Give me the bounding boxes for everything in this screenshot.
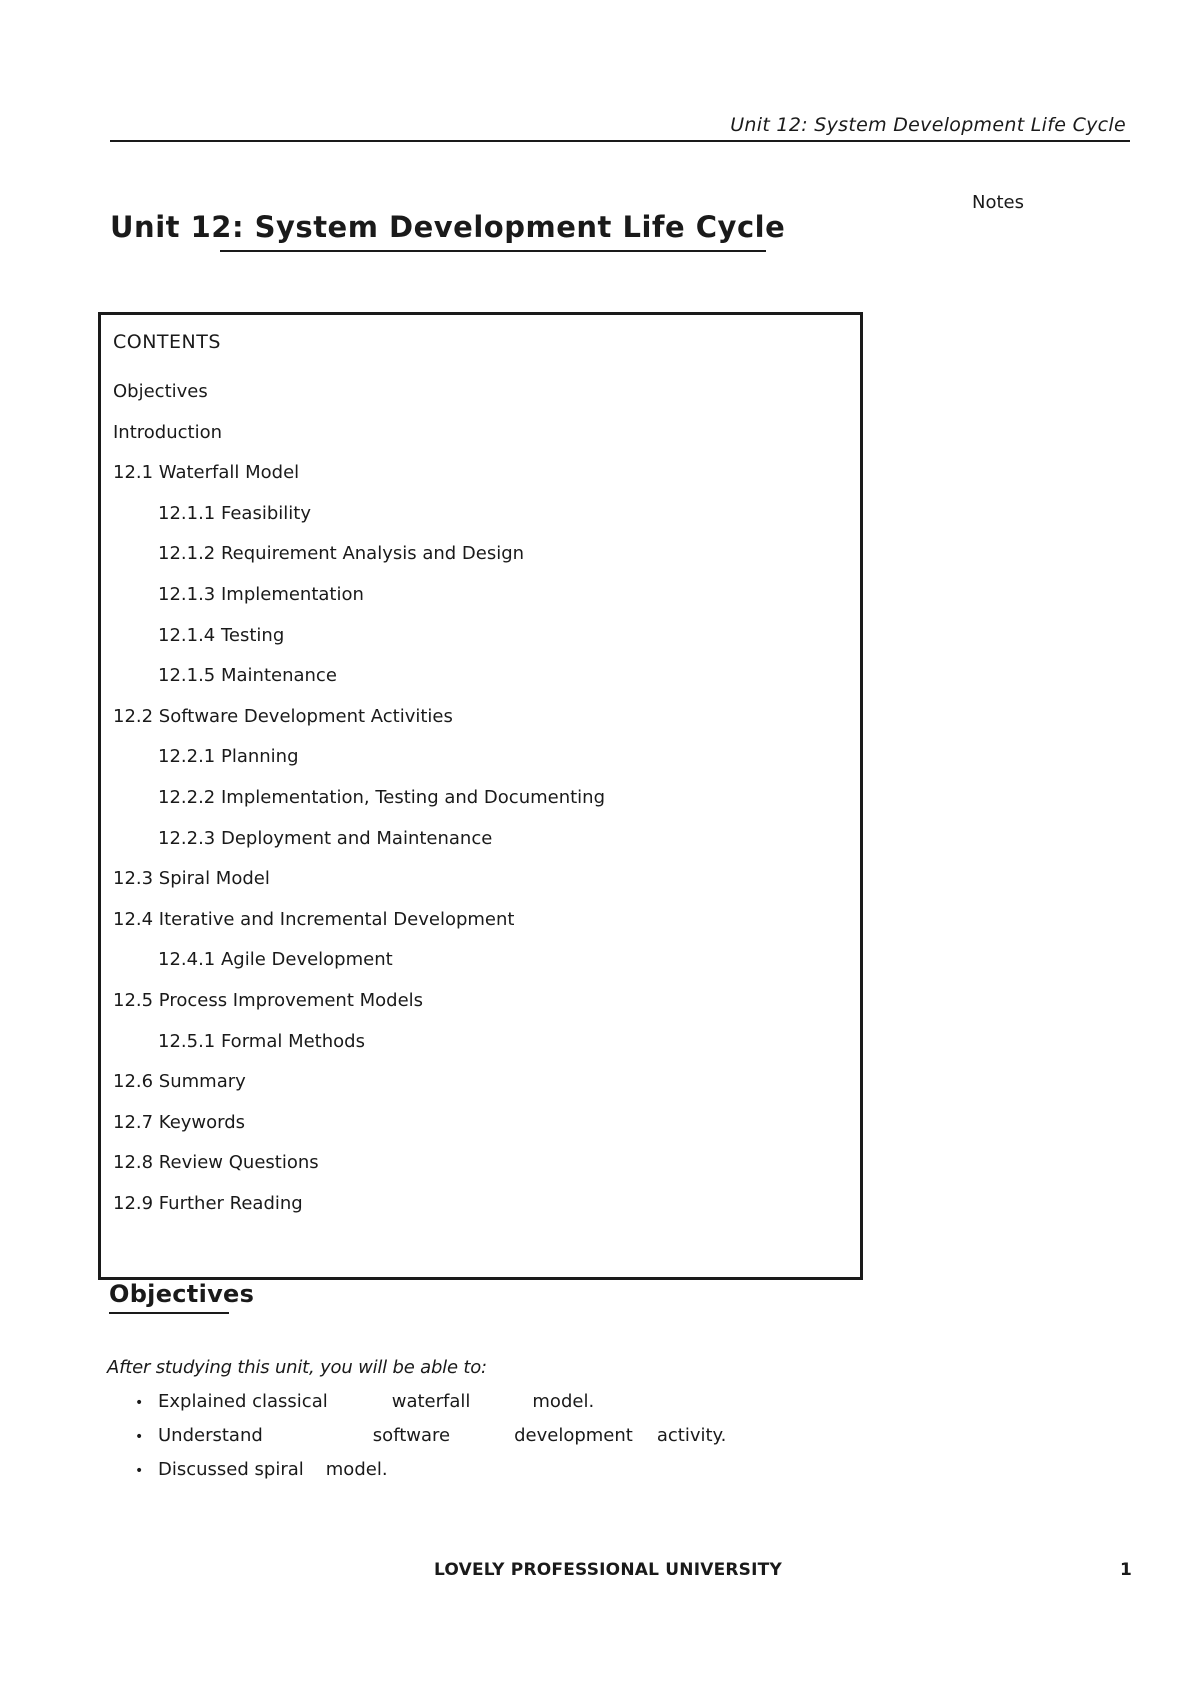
toc-item: 12.9 Further Reading xyxy=(113,1192,303,1214)
objective-text: model. xyxy=(532,1391,595,1412)
toc-item: 12.1.3 Implementation xyxy=(158,583,364,605)
objectives-underline xyxy=(109,1312,229,1314)
bullet-icon: • xyxy=(135,1429,144,1445)
toc-item: 12.3 Spiral Model xyxy=(113,868,270,890)
objective-text: Understand xyxy=(158,1425,263,1446)
toc-item: Objectives xyxy=(113,381,208,402)
toc-item: 12.2.1 Planning xyxy=(158,746,299,768)
toc-item: 12.6 Summary xyxy=(113,1071,246,1093)
page-number: 1 xyxy=(1120,1560,1132,1580)
bullet-icon: • xyxy=(135,1463,144,1479)
toc-item: 12.1.1 Feasibility xyxy=(158,502,311,524)
objective-text: waterfall xyxy=(391,1391,471,1412)
toc-item: 12.4 Iterative and Incremental Development xyxy=(113,908,515,930)
objectives-heading: Objectives xyxy=(109,1280,255,1308)
objective-text: activity. xyxy=(656,1425,727,1446)
toc-item: 12.4.1 Agile Development xyxy=(158,949,393,971)
toc-item: 12.5 Process Improvement Models xyxy=(113,989,424,1011)
contents-heading: CONTENTS xyxy=(113,331,221,353)
objective-text: software xyxy=(372,1425,451,1446)
objective-text: development xyxy=(514,1425,633,1446)
toc-item: 12.1.2 Requirement Analysis and Design xyxy=(158,543,525,565)
running-header-title: Unit 12: System Development Life Cycle xyxy=(730,114,1126,136)
toc-item: 12.2.2 Implementation, Testing and Documenting xyxy=(158,786,606,808)
toc-item: 12.1 Waterfall Model xyxy=(113,462,300,484)
objective-item xyxy=(135,1459,726,1493)
unit-title-underline xyxy=(220,250,766,252)
toc-item: 12.1.5 Maintenance xyxy=(158,665,337,687)
objective-text: Explained classical xyxy=(158,1391,328,1412)
toc-item: 12.2 Software Development Activities xyxy=(113,705,453,727)
notes-margin-label: Notes xyxy=(972,192,1024,213)
bullet-icon: • xyxy=(135,1395,144,1411)
objective-item xyxy=(135,1391,726,1425)
toc-item: 12.1.4 Testing xyxy=(158,624,285,646)
running-header xyxy=(110,110,1130,142)
objectives-intro: After studying this unit, you will be able to: xyxy=(107,1357,487,1378)
toc-list xyxy=(113,379,605,1231)
toc-item: 12.8 Review Questions xyxy=(113,1152,319,1174)
contents-box xyxy=(98,312,863,1280)
toc-item: Introduction xyxy=(113,421,223,443)
unit-title: Unit 12: System Development Life Cycle xyxy=(110,210,786,244)
toc-item: 12.2.3 Deployment and Maintenance xyxy=(158,827,493,849)
footer-university: LOVELY PROFESSIONAL UNIVERSITY xyxy=(434,1560,782,1580)
objective-text: model. xyxy=(325,1459,388,1480)
objectives-list xyxy=(135,1391,726,1493)
objective-text: Discussed spiral xyxy=(158,1459,304,1480)
toc-item: 12.7 Keywords xyxy=(113,1111,246,1133)
toc-item: 12.5.1 Formal Methods xyxy=(158,1030,365,1052)
objective-item xyxy=(135,1425,726,1459)
